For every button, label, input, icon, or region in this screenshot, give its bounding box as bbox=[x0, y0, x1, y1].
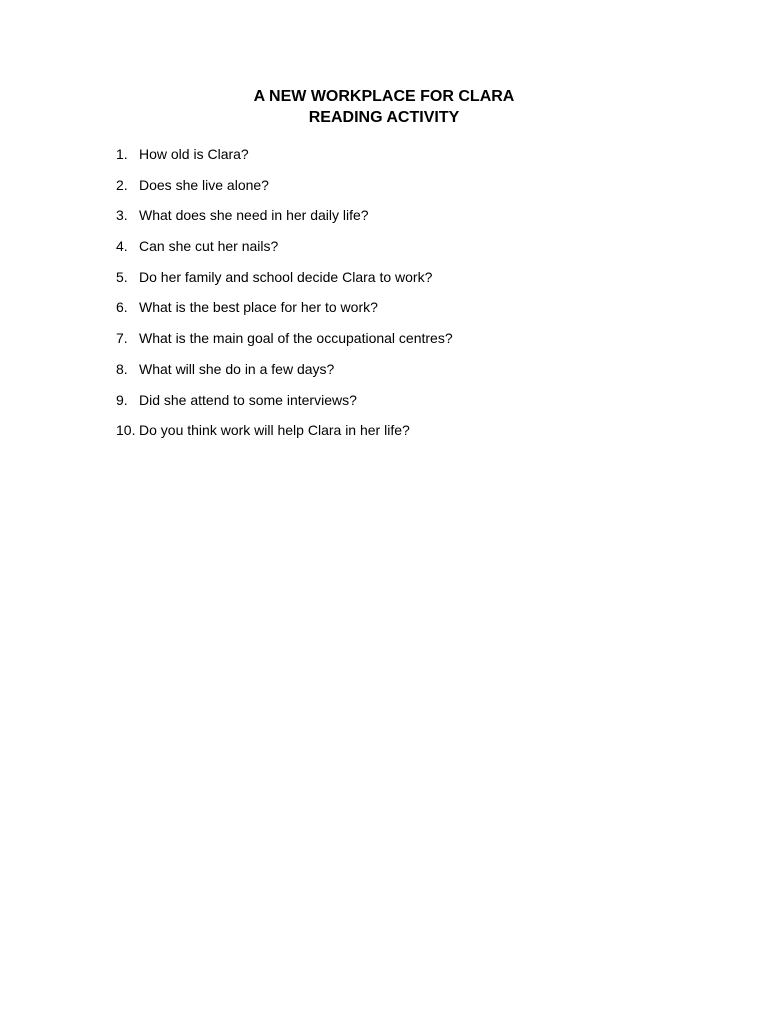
question-item bbox=[116, 237, 453, 255]
question-item bbox=[116, 206, 453, 224]
question-number: 3. bbox=[116, 207, 128, 224]
question-item bbox=[116, 421, 453, 439]
question-number: 5. bbox=[116, 268, 128, 285]
title-block bbox=[0, 86, 768, 128]
question-text: What does she need in her daily life? bbox=[139, 207, 369, 224]
question-text: How old is Clara? bbox=[139, 146, 249, 162]
question-number: 8. bbox=[116, 360, 128, 377]
question-item bbox=[116, 329, 453, 347]
question-number: 7. bbox=[116, 330, 128, 347]
document-subtitle: READING ACTIVITY bbox=[308, 109, 460, 126]
question-number: 9. bbox=[116, 391, 128, 408]
question-number: 10. bbox=[116, 422, 136, 439]
question-text: What is the main goal of the occupational centres? bbox=[139, 330, 453, 347]
question-item bbox=[116, 145, 453, 163]
question-item bbox=[116, 298, 453, 316]
question-text: Does she live alone? bbox=[139, 176, 269, 193]
question-text: Do you think work will help Clara in her life? bbox=[139, 422, 410, 439]
question-text: Can she cut her nails? bbox=[139, 238, 279, 255]
question-number: 4. bbox=[116, 238, 128, 255]
question-number: 6. bbox=[116, 299, 128, 316]
question-item bbox=[116, 360, 453, 378]
question-item bbox=[116, 268, 453, 286]
question-item bbox=[116, 176, 453, 194]
question-text: What is the best place for her to work? bbox=[139, 299, 378, 316]
question-text: Did she attend to some interviews? bbox=[139, 391, 357, 408]
question-text: What will she do in a few days? bbox=[139, 360, 335, 377]
question-item bbox=[116, 391, 453, 409]
question-number: 1. bbox=[116, 146, 128, 162]
question-text: Do her family and school decide Clara to work? bbox=[139, 268, 433, 285]
document-title: A NEW WORKPLACE FOR CLARA bbox=[253, 88, 515, 105]
question-number: 2. bbox=[116, 176, 128, 193]
question-list bbox=[116, 145, 453, 452]
